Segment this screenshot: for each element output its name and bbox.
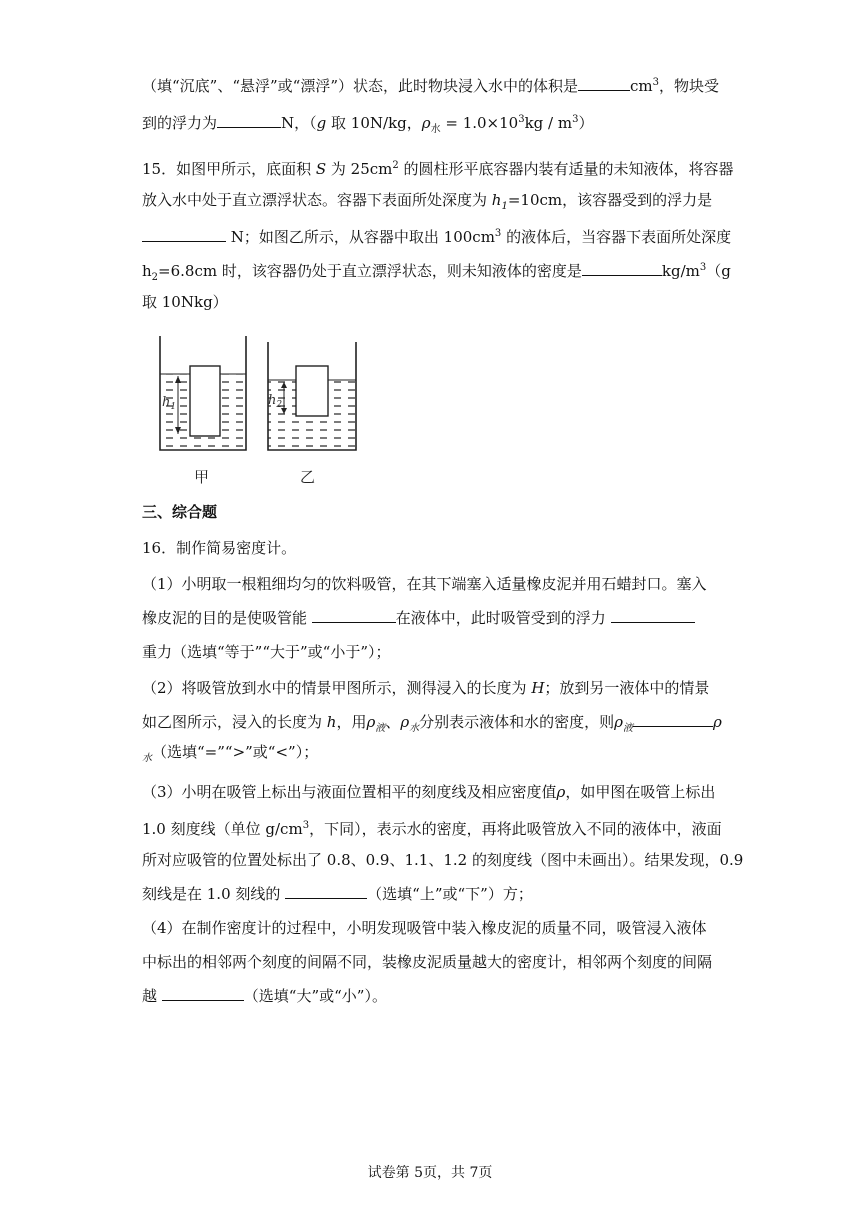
q15-text: N；如图乙所示，从容器中取出 100cm (226, 228, 495, 246)
q16-p2-line-1 (142, 678, 709, 698)
q15-figure (150, 330, 390, 490)
unit-sup: 2 (392, 160, 399, 171)
q14-line-2 (142, 110, 594, 140)
q16-text: ，下同），表示水的密度，再将此吸管放入不同的液体中，液面 (309, 820, 722, 838)
symbol-h: h (491, 191, 502, 209)
answer-blank[interactable] (578, 76, 630, 91)
answer-blank[interactable] (162, 986, 244, 1001)
q15-text: 取 10Nkg） (142, 293, 228, 311)
q16-text: （选填“大”或“小”）。 (243, 987, 387, 1005)
unit-text: kg / m (524, 114, 573, 132)
q15-text: =10cm，该容器受到的浮力是 (507, 191, 713, 209)
symbol-rho: ρ (614, 713, 623, 731)
unit-sup: 3 (494, 228, 502, 239)
label-yi: 乙 (300, 468, 316, 486)
q16-p1-line-3: 重力（选填“等于”“大于”或“小于”）； (142, 643, 391, 661)
q15-text: 为 25cm (326, 160, 393, 178)
q16-text: （选填“上”或“下”）方； (367, 885, 533, 903)
q15-line-3 (142, 224, 731, 247)
answer-blank[interactable] (582, 261, 662, 276)
unit-text: cm (630, 77, 653, 95)
rho-sub: 水 (430, 124, 441, 135)
exp-sup: 3 (518, 114, 525, 125)
q16-p3-line-1 (142, 782, 715, 802)
q16-text: 越 (142, 987, 162, 1005)
q16-text: 橡皮泥的目的是使吸管能 (142, 609, 312, 627)
q15-line-1 (142, 156, 734, 179)
q16-p2-line-2 (142, 712, 722, 739)
q15-text: =6.8cm 时，该容器仍处于直立漂浮状态，则未知液体的密度是 (158, 262, 582, 280)
symbol-rho: ρ (556, 783, 566, 801)
symbol-rho: ρ (712, 713, 722, 731)
q16-text: （2）将吸管放到水中的情景甲图所示，测得浸入的长度为 (142, 679, 532, 697)
container-yi (268, 342, 356, 450)
q15-text: 的圆柱形平底容器内装有适量的未知液体，将容器 (398, 160, 734, 178)
label-jia: 甲 (194, 468, 210, 486)
q16-p4-line-3 (142, 986, 387, 1006)
symbol-rho: ρ (400, 713, 410, 731)
q15-text: （g (706, 262, 731, 280)
q16-text: （选填“=”“>”或“<”）； (152, 743, 319, 761)
q15-text: 放入水中处于直立漂浮状态。容器下表面所处深度为 (142, 191, 492, 209)
q16-text: ；放到另一液体中的情景 (544, 679, 710, 697)
symbol-g: g (316, 114, 327, 132)
q15-line-4 (142, 258, 731, 288)
q14-text: = 1.0×10 (440, 114, 519, 132)
unit-text: kg/m (661, 262, 700, 280)
q15-text: 15．如图甲所示，底面积 (142, 160, 316, 178)
symbol-rho: ρ (421, 114, 431, 132)
section-heading: 三、综合题 (142, 503, 218, 521)
unit-sup: 3 (302, 820, 310, 831)
q14-text: 取 10N/kg， (326, 114, 422, 132)
q14-line-1 (142, 73, 719, 96)
q14-text: N，（ (281, 114, 317, 132)
unit-sup: 3 (699, 262, 707, 273)
unit-sup: 3 (652, 77, 660, 88)
inner-vessel (190, 366, 220, 436)
rho-sub: 水 (142, 753, 152, 764)
symbol-S: S (315, 160, 327, 178)
symbol-rho: ρ (366, 713, 376, 731)
container-jia (160, 336, 246, 450)
page-footer: 试卷第 5页，共 7页 (367, 1165, 493, 1181)
symbol-h: h (326, 713, 337, 731)
rho-sub: 水 (409, 723, 420, 734)
q15-text: 的液体后，当容器下表面所处深度 (501, 228, 732, 246)
answer-blank[interactable] (312, 608, 396, 623)
q16-p1-line-1: （1）小明取一根粗细均匀的饮料吸管，在其下端塞入适量橡皮泥并用石蜡封口。塞入 (142, 575, 707, 593)
q16-text: ，如甲图在吸管上标出 (565, 783, 716, 801)
q15-text: h (142, 262, 152, 280)
inner-vessel (296, 366, 328, 416)
q16-text: 1.0 刻度线（单位 g/cm (142, 820, 303, 838)
symbol-H: H (531, 679, 545, 697)
h-sub: 1 (501, 201, 508, 212)
label-h2: $h_2$ (268, 393, 283, 410)
q16-text: 如乙图所示，浸入的长度为 (142, 713, 327, 731)
answer-blank[interactable] (633, 712, 713, 727)
q16-p1-line-2 (142, 608, 695, 628)
q16-text: 刻线是在 1.0 刻线的 (142, 885, 286, 903)
q16-p4-line-1: （4）在制作密度计的过程中，小明发现吸管中装入橡皮泥的质量不同，吸管浸入液体 (142, 919, 707, 937)
q16-text: 分别表示液体和水的密度，则 (419, 713, 615, 731)
answer-blank[interactable] (142, 227, 226, 242)
q16-text: ，用 (336, 713, 367, 731)
q16-p4-line-2: 中标出的相邻两个刻度的间隔不同，装橡皮泥质量越大的密度计，相邻两个刻度的间隔 (142, 953, 713, 971)
q16-text: 、 (385, 713, 401, 731)
q16-title: 16．制作简易密度计。 (142, 539, 297, 557)
q14-text: 到的浮力为 (142, 114, 218, 132)
q15-line-5 (142, 292, 228, 312)
answer-blank[interactable] (217, 113, 281, 128)
rho-sub: 液 (375, 723, 386, 734)
q15-line-2 (142, 190, 712, 217)
q16-text: （3）小明在吸管上标出与液面位置相平的刻度线及相应密度值 (142, 783, 557, 801)
q16-p3-line-2 (142, 816, 722, 839)
q16-p3-line-4 (142, 884, 533, 904)
rho-sub: 液 (622, 723, 633, 734)
q16-p2-line-3 (142, 742, 318, 769)
label-h1: $h_1$ (162, 395, 177, 412)
q14-text: （填“沉底”、“悬浮”或“漂浮”）状态，此时物块浸入水中的体积是 (142, 77, 579, 95)
q16-p3-line-3: 所对应吸管的位置处标出了 0.8、0.9、1.1、1.2 的刻度线（图中未画出）。结果发现，0.9 (142, 851, 744, 869)
q16-text: 在液体中，此时吸管受到的浮力 (395, 609, 611, 627)
answer-blank[interactable] (611, 608, 695, 623)
answer-blank[interactable] (285, 884, 367, 899)
unit-sup: 3 (572, 114, 579, 125)
h-sub: 2 (151, 272, 159, 283)
q14-text: ，物块受 (659, 77, 720, 95)
q14-text: ） (578, 114, 594, 132)
